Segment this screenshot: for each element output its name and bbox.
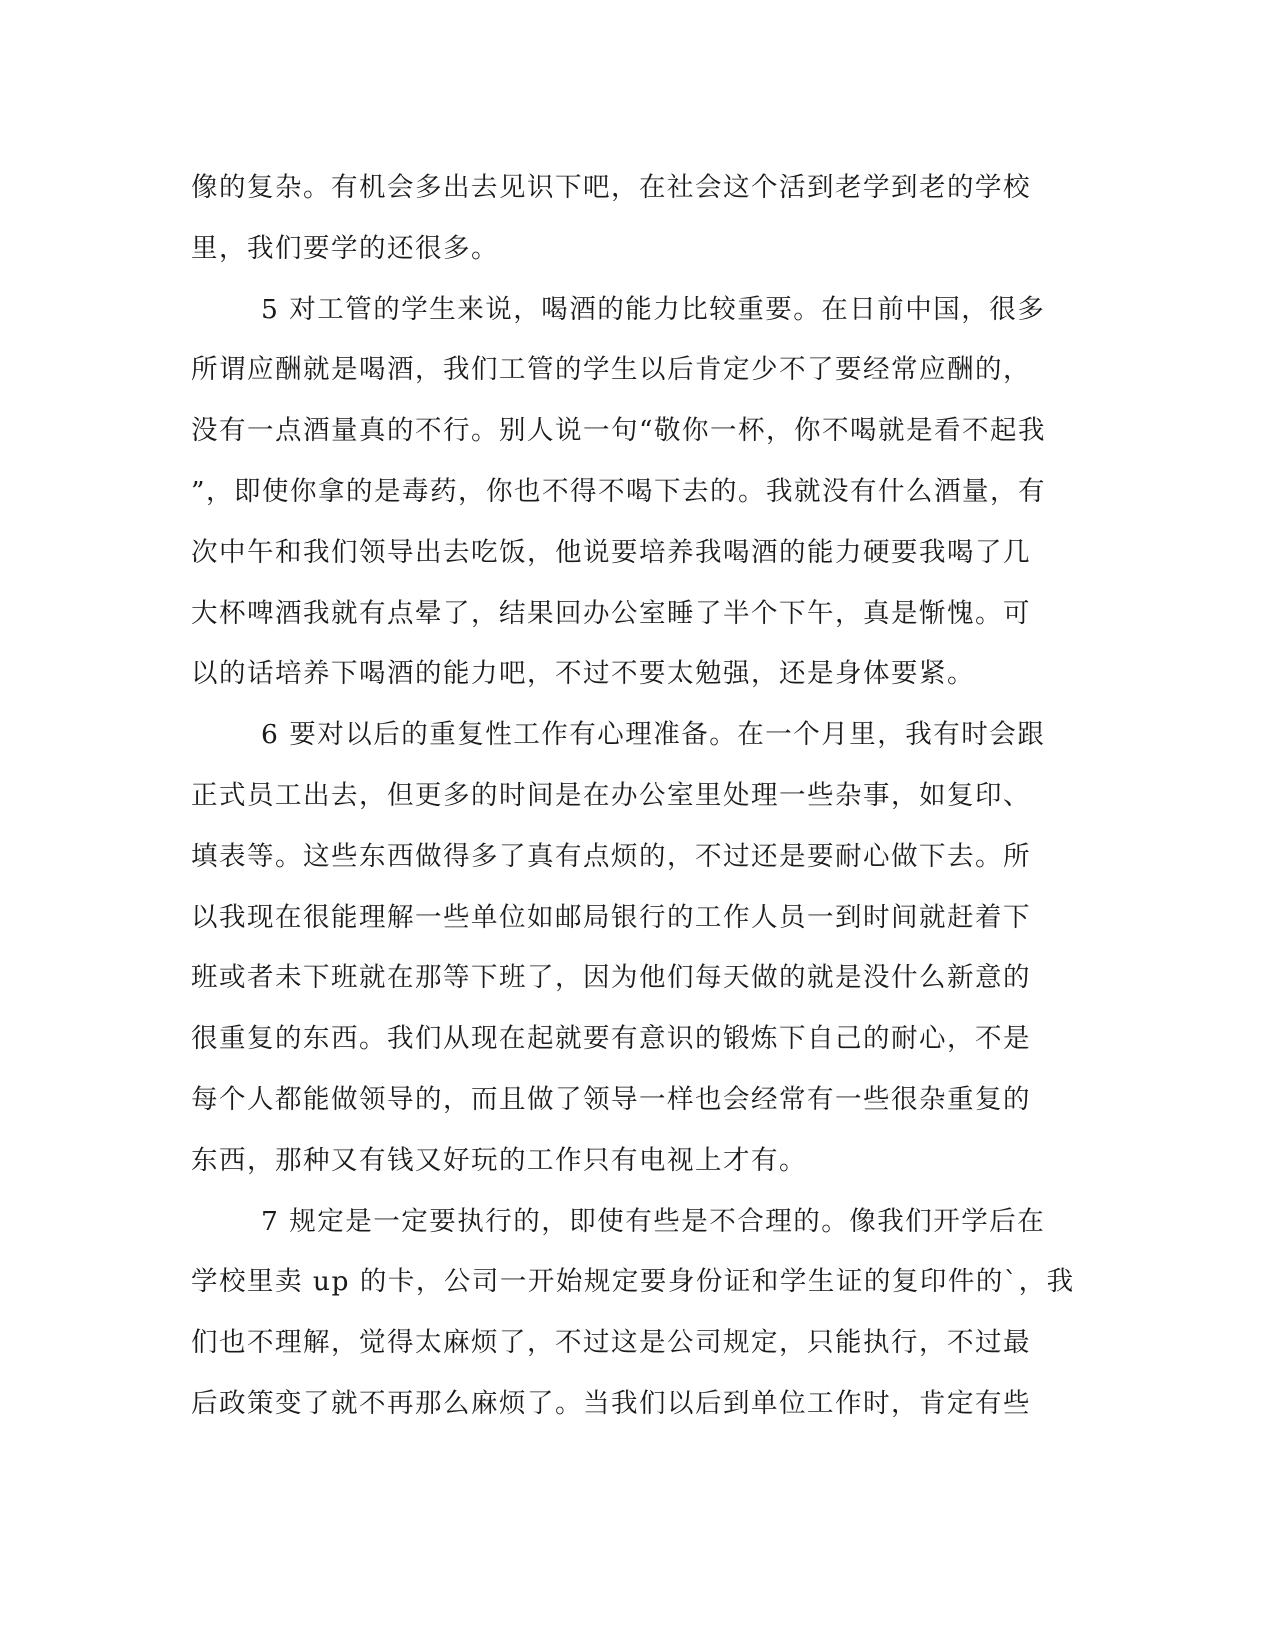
- text-line: 后政策变了就不再那么麻烦了。当我们以后到单位工作时，肯定有些: [191, 1387, 1031, 1419]
- text-line: 所谓应酬就是喝酒，我们工管的学生以后肯定少不了要经常应酬的，: [191, 354, 1031, 386]
- text-line: 们也不理解，觉得太麻烦了，不过这是公司规定，只能执行，不过最: [191, 1327, 1031, 1359]
- text-line: 以的话培养下喝酒的能力吧，不过不要太勉强，还是身体要紧。: [191, 658, 975, 690]
- text-line: 以我现在很能理解一些单位如邮局银行的工作人员一到时间就赶着下: [191, 901, 1031, 933]
- paragraph-start-line: 5 对工管的学生来说，喝酒的能力比较重要。在日前中国，很多: [261, 293, 1046, 325]
- paragraph-start-line: 6 要对以后的重复性工作有心理准备。在一个月里，我有时会跟: [261, 719, 1046, 751]
- text-line: 很重复的东西。我们从现在起就要有意识的锻炼下自己的耐心，不是: [191, 1023, 1031, 1055]
- text-line: 次中午和我们领导出去吃饭，他说要培养我喝酒的能力硬要我喝了几: [191, 536, 1031, 568]
- text-line: 正式员工出去，但更多的时间是在办公室里处理一些杂事，如复印、: [191, 779, 1031, 811]
- text-line: 像的复杂。有机会多出去见识下吧，在社会这个活到老学到老的学校: [191, 172, 1031, 203]
- text-line: 大杯啤酒我就有点晕了，结果回办公室睡了半个下午，真是惭愧。可: [191, 597, 1031, 629]
- text-line: 填表等。这些东西做得多了真有点烦的，不过还是要耐心做下去。所: [191, 840, 1031, 872]
- body-text: [191, 158, 1091, 1435]
- text-line: 没有一点酒量真的不行。别人说一句“敬你一杯，你不喝就是看不起我: [191, 415, 1047, 447]
- text-line: 里，我们要学的还很多。: [191, 232, 499, 264]
- text-line: 学校里卖 up 的卡，公司一开始规定要身份证和学生证的复印件的`，我: [191, 1266, 1075, 1298]
- text-line: 东西，那种又有钱又好玩的工作只有电视上才有。: [191, 1144, 807, 1176]
- text-line: ”，即使你拿的是毒药，你也不得不喝下去的。我就没有什么酒量，有: [191, 475, 1047, 507]
- text-line: 班或者未下班就在那等下班了，因为他们每天做的就是没什么新意的: [191, 962, 1031, 994]
- text-line: 每个人都能做领导的，而且做了领导一样也会经常有一些很杂重复的: [191, 1083, 1031, 1115]
- paragraph-start-line: 7 规定是一定要执行的，即使有些是不合理的。像我们开学后在: [261, 1205, 1046, 1237]
